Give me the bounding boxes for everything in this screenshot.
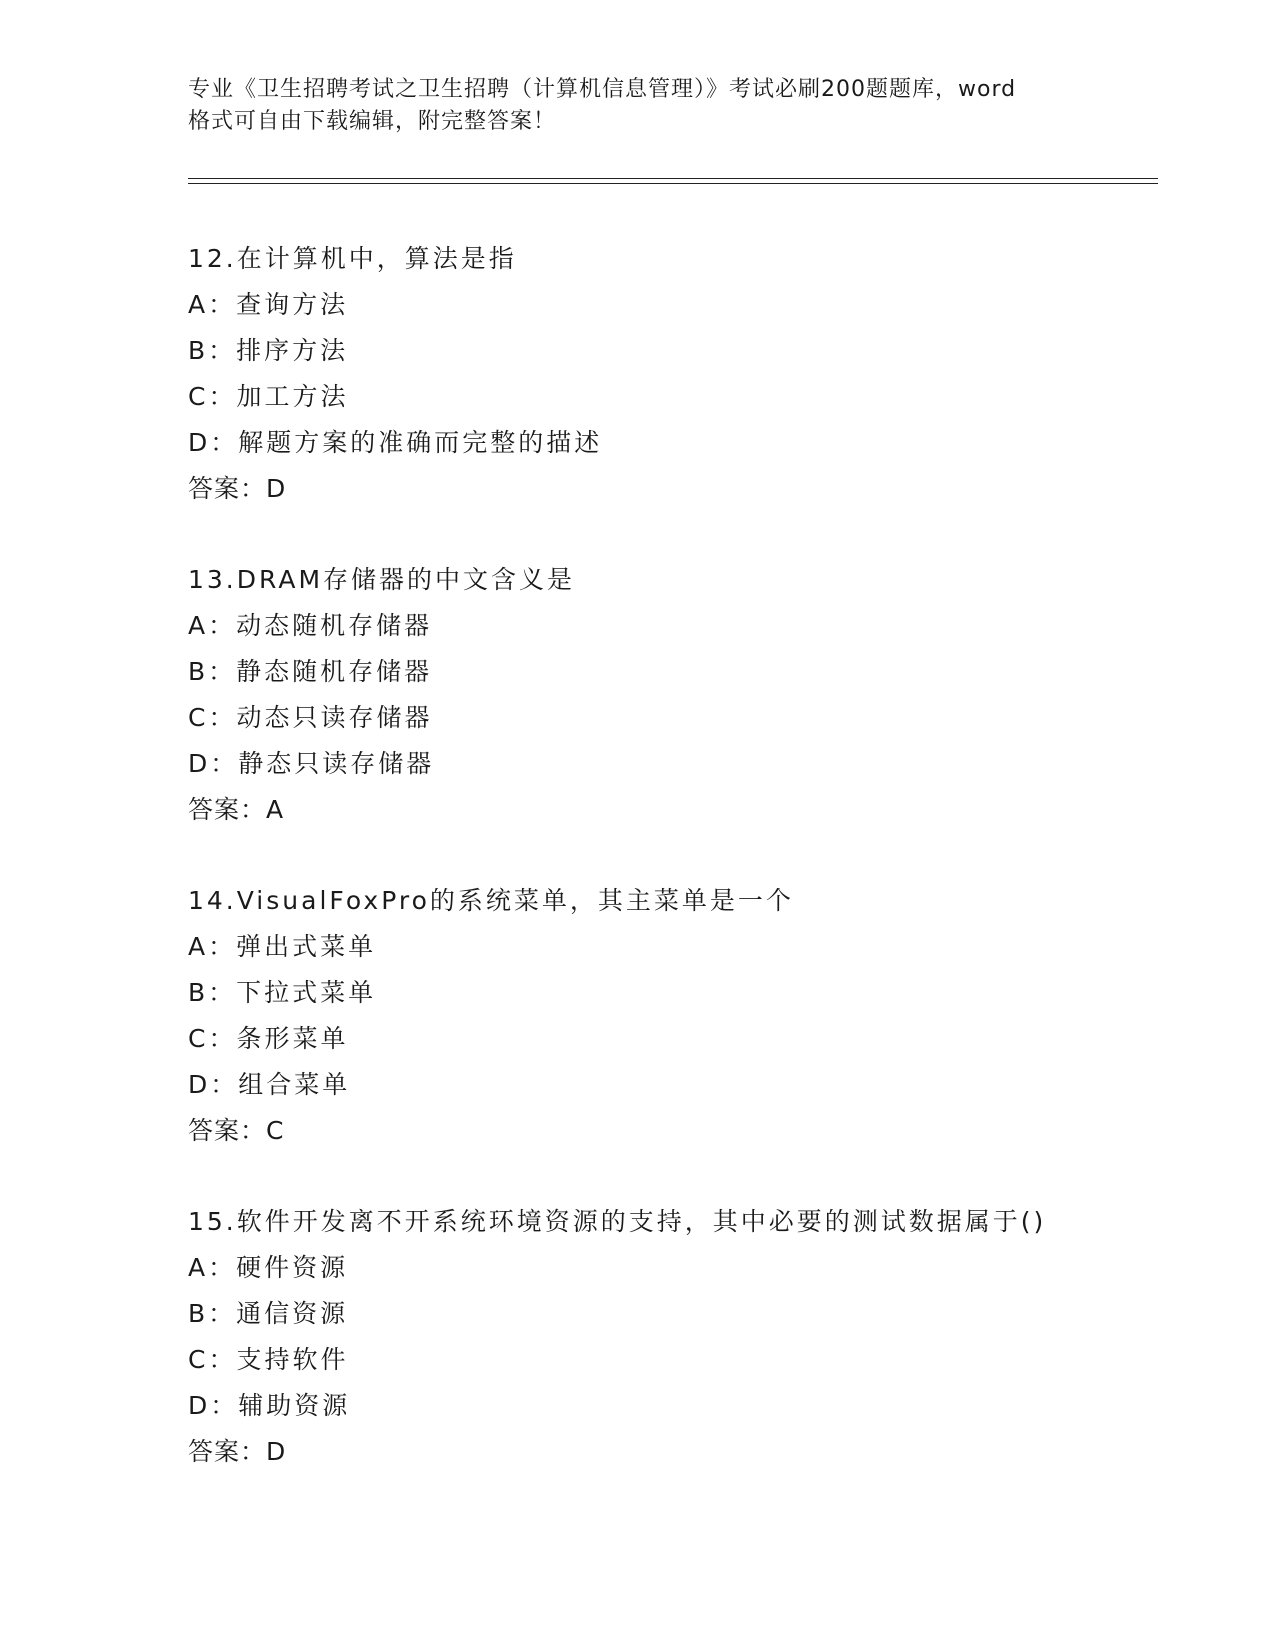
option-c: C：条形菜单 xyxy=(188,1024,349,1053)
question-12 xyxy=(188,236,1148,512)
header-line-1: 专业《卫生招聘考试之卫生招聘（计算机信息管理）》考试必刷200题题库，word xyxy=(188,77,1017,102)
option-d: D：解题方案的准确而完整的描述 xyxy=(188,428,603,457)
answer-line: 答案：A xyxy=(188,795,285,824)
document-header xyxy=(188,74,1088,138)
option-c: C：支持软件 xyxy=(188,1345,349,1374)
question-13 xyxy=(188,557,1148,833)
answer-line: 答案：D xyxy=(188,1437,287,1466)
question-15 xyxy=(188,1199,1148,1475)
option-a: A：动态随机存储器 xyxy=(188,611,433,640)
option-b: B：静态随机存储器 xyxy=(188,657,433,686)
question-list xyxy=(188,236,1148,1520)
option-b: B：下拉式菜单 xyxy=(188,978,377,1007)
question-14 xyxy=(188,878,1148,1154)
option-d: D：静态只读存储器 xyxy=(188,749,435,778)
option-b: B：通信资源 xyxy=(188,1299,349,1328)
option-d: D：辅助资源 xyxy=(188,1391,351,1420)
option-a: A：弹出式菜单 xyxy=(188,932,377,961)
header-divider-bottom xyxy=(188,183,1158,184)
answer-line: 答案：D xyxy=(188,474,287,503)
option-c: C：动态只读存储器 xyxy=(188,703,433,732)
question-stem: 14.VisualFoxPro的系统菜单，其主菜单是一个 xyxy=(188,886,794,915)
option-a: A：查询方法 xyxy=(188,290,349,319)
option-d: D：组合菜单 xyxy=(188,1070,351,1099)
answer-line: 答案：C xyxy=(188,1116,285,1145)
option-c: C：加工方法 xyxy=(188,382,349,411)
header-divider-top xyxy=(188,178,1158,179)
option-a: A：硬件资源 xyxy=(188,1253,349,1282)
option-b: B：排序方法 xyxy=(188,336,349,365)
question-stem: 12.在计算机中，算法是指 xyxy=(188,244,517,273)
header-line-2: 格式可自由下载编辑，附完整答案！ xyxy=(188,109,557,134)
question-stem: 15.软件开发离不开系统环境资源的支持，其中必要的测试数据属于() xyxy=(188,1207,1047,1236)
question-stem: 13.DRAM存储器的中文含义是 xyxy=(188,565,576,594)
